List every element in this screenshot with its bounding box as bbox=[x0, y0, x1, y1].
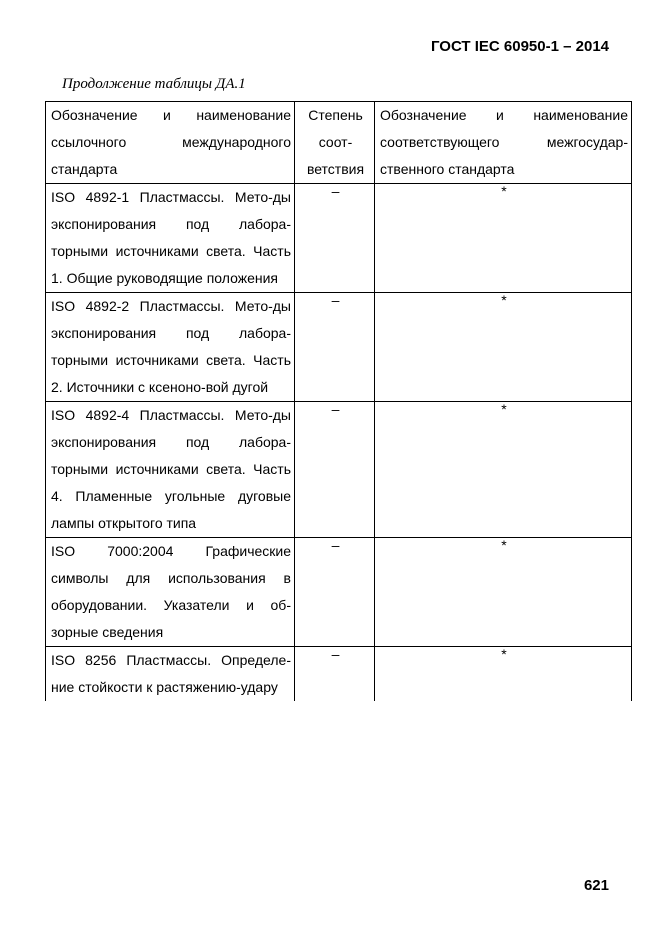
conformity-degree-value: – bbox=[331, 183, 340, 199]
document-code: ГОСТ IEC 60950-1 – 2014 bbox=[430, 38, 609, 55]
conformity-degree-value: – bbox=[331, 401, 340, 417]
interstate-standard-cell bbox=[375, 293, 632, 402]
conformity-degree-cell bbox=[295, 538, 375, 647]
interstate-standard-cell bbox=[375, 538, 632, 647]
table-row bbox=[46, 538, 632, 647]
conformity-degree-value: – bbox=[331, 537, 340, 553]
column-header-degree-of-conformity: Степень соот-ветствия bbox=[295, 102, 375, 184]
column-header-international-standard: Обозначение и наименование ссылочного международного стандарта bbox=[46, 102, 295, 184]
reference-standard-cell: ISO 4892-2 Пластмассы. Мето-ды экспонирования под лабора-торными источниками света. Часть 2. Источники с ксеноно-вой дугой bbox=[46, 293, 295, 402]
interstate-standard-cell bbox=[375, 402, 632, 538]
interstate-standard-value: * bbox=[501, 292, 507, 308]
table-row bbox=[46, 293, 632, 402]
reference-standards-table bbox=[45, 101, 632, 701]
table-header-row bbox=[46, 102, 632, 184]
table-row bbox=[46, 647, 632, 702]
interstate-standard-value: * bbox=[501, 183, 507, 199]
reference-standard-cell: ISO 4892-1 Пластмассы. Мето-ды экспонирования под лабора-торными источниками света. Часть 1. Общие руководящие положения bbox=[46, 184, 295, 293]
conformity-degree-cell bbox=[295, 647, 375, 702]
table-continuation-caption: Продолжение таблицы ДА.1 bbox=[62, 76, 246, 92]
conformity-degree-cell bbox=[295, 184, 375, 293]
conformity-degree-value: – bbox=[331, 646, 340, 662]
reference-standard-cell: ISO 8256 Пластмассы. Определе-ние стойкости к растяжению-удару bbox=[46, 647, 295, 702]
reference-standard-cell: ISO 4892-4 Пластмассы. Мето-ды экспонирования под лабора-торными источниками света. Часть 4. Пламенные угольные дуговые лампы открытого типа bbox=[46, 402, 295, 538]
interstate-standard-cell bbox=[375, 647, 632, 702]
conformity-degree-value: – bbox=[331, 292, 340, 308]
page-number: 621 bbox=[583, 877, 609, 894]
interstate-standard-value: * bbox=[501, 537, 507, 553]
conformity-degree-cell bbox=[295, 402, 375, 538]
interstate-standard-value: * bbox=[501, 401, 507, 417]
conformity-degree-cell bbox=[295, 293, 375, 402]
reference-standard-cell: ISO 7000:2004 Графические символы для использования в оборудовании. Указатели и об-зорные сведения bbox=[46, 538, 295, 647]
interstate-standard-value: * bbox=[501, 646, 507, 662]
table-row bbox=[46, 402, 632, 538]
column-header-interstate-standard: Обозначение и наименование соответствующего межгосудар-ственного стандарта bbox=[375, 102, 632, 184]
table-row bbox=[46, 184, 632, 293]
interstate-standard-cell bbox=[375, 184, 632, 293]
